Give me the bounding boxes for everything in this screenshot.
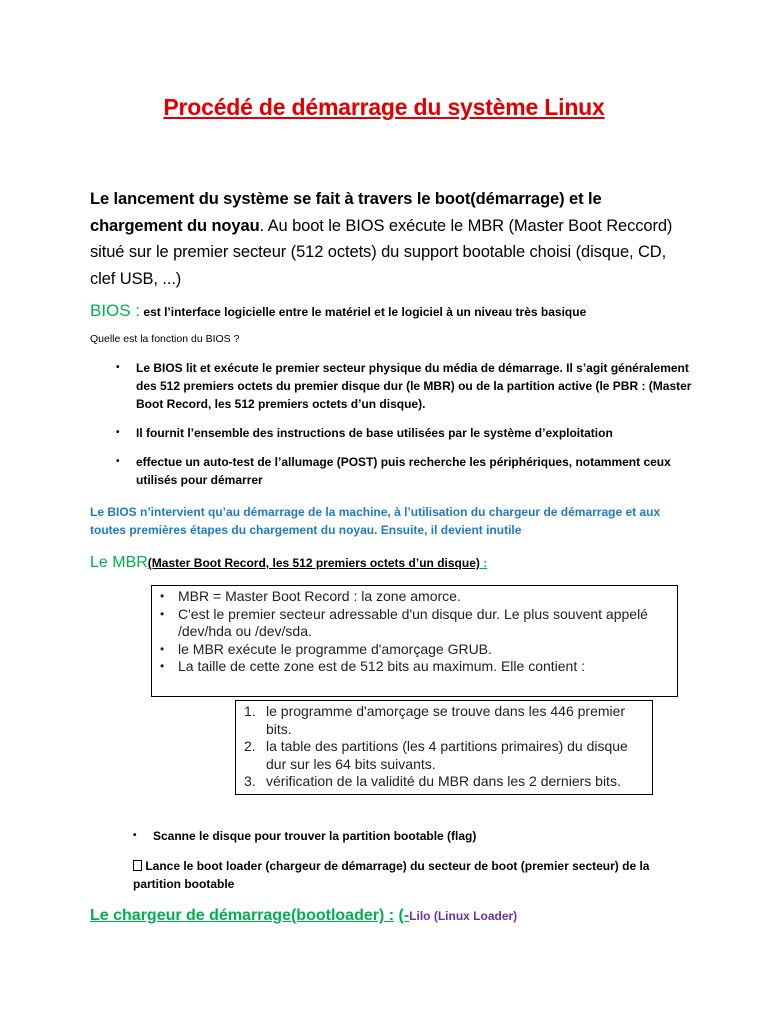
list-item: • La taille de cette zone est de 512 bits au maximum. Elle contient :	[160, 658, 586, 674]
mbr-definition-box	[151, 585, 678, 697]
mbr-contents-box	[235, 700, 653, 795]
lilo-label: Lilo (Linux Loader)	[409, 909, 518, 923]
list-item: • MBR = Master Boot Record : la zone amorce.	[160, 588, 461, 604]
bullet-icon: •	[116, 456, 120, 467]
bootloader-dash: (-	[398, 907, 410, 924]
list-item: 2. la table des partitions (les 4 partitions primaires) du disque dur sur les 64 bits suivants.	[244, 738, 628, 772]
list-item	[116, 359, 706, 413]
mbr-heading	[90, 554, 487, 572]
intro-bold: Le lancement du système se fait à travers le boot(démarrage) et le chargement du noyau	[90, 190, 602, 235]
bootloader-label: Le chargeur de démarrage(bootloader) :	[90, 907, 395, 924]
intro-paragraph	[90, 186, 690, 292]
bios-bullet-text: effectue un auto-test de l’allumage (POST) puis recherche les périphériques, notamment ceux utilisés pour démarrer	[136, 455, 671, 487]
bios-bullet-text: Le BIOS lit et exécute le premier secteur physique du média de démarrage. Il s’agit généralement des 512 premiers octets du premier disque dur (le MBR) ou de la partition active (le PBR : (Master Boot Record, les 512 premiers octets d’un disque).	[136, 361, 692, 411]
list-item	[133, 827, 723, 845]
intro-rest: . Au boot le BIOS exécute le MBR (Master Boot Reccord) situé sur le premier secteur (512 octets) du support bootable choisi (disque, CD, clef USB, ...)	[90, 216, 673, 288]
mbr-label: Le MBR	[90, 554, 148, 571]
bullet-icon: •	[160, 659, 165, 673]
bios-heading	[90, 301, 586, 321]
list-item: • le MBR exécute le programme d'amorçage GRUB.	[160, 640, 492, 657]
bios-note: Le BIOS n’intervient qu’au démarrage de la machine, à l’utilisation du chargeur de démarrage et aux toutes premières étapes du chargement du noyau. Ensuite, il devient inutile	[90, 505, 661, 537]
mbr-scan-text: Scanne le disque pour trouver la partition bootable (flag)	[153, 829, 477, 843]
bullet-icon: •	[160, 606, 165, 621]
bios-question: Quelle est la fonction du BIOS ?	[90, 333, 240, 345]
bullet-icon: •	[133, 830, 137, 841]
mbr-scan-list	[133, 827, 723, 845]
mbr-launch-text: Lance le boot loader (chargeur de démarrage) du secteur de boot (premier secteur) de la partition bootable	[133, 859, 650, 891]
bullet-icon: •	[116, 362, 120, 373]
bullet-icon: •	[160, 589, 165, 603]
bios-definition: est l’interface logicielle entre le matériel et le logiciel à un niveau très basique	[140, 305, 587, 319]
bios-bullet-text: Il fournit l’ensemble des instructions de base utilisées par le système d’exploitation	[136, 426, 613, 440]
bootloader-heading	[90, 907, 517, 925]
list-item: • C'est le premier secteur adressable d'un disque dur. Le plus souvent appelé /dev/hda ou /dev/sda.	[160, 605, 648, 639]
list-item	[116, 453, 706, 489]
list-item: 1. le programme d'amorçage se trouve dans les 446 premier bits.	[244, 703, 626, 737]
page-title: Procédé de démarrage du système Linux	[163, 94, 605, 120]
mbr-paren: (Master Boot Record, les 512 premiers octets d’un disque)	[147, 556, 480, 570]
mbr-colon: :	[479, 556, 488, 570]
bullet-icon: •	[116, 427, 120, 438]
arrow-icon	[133, 860, 142, 871]
list-item	[116, 424, 706, 442]
bios-bullet-list	[116, 359, 706, 489]
bios-label: BIOS :	[90, 301, 141, 320]
bullet-icon: •	[160, 641, 165, 656]
list-item: 3. vérification de la validité du MBR dans les 2 derniers bits.	[244, 773, 621, 789]
